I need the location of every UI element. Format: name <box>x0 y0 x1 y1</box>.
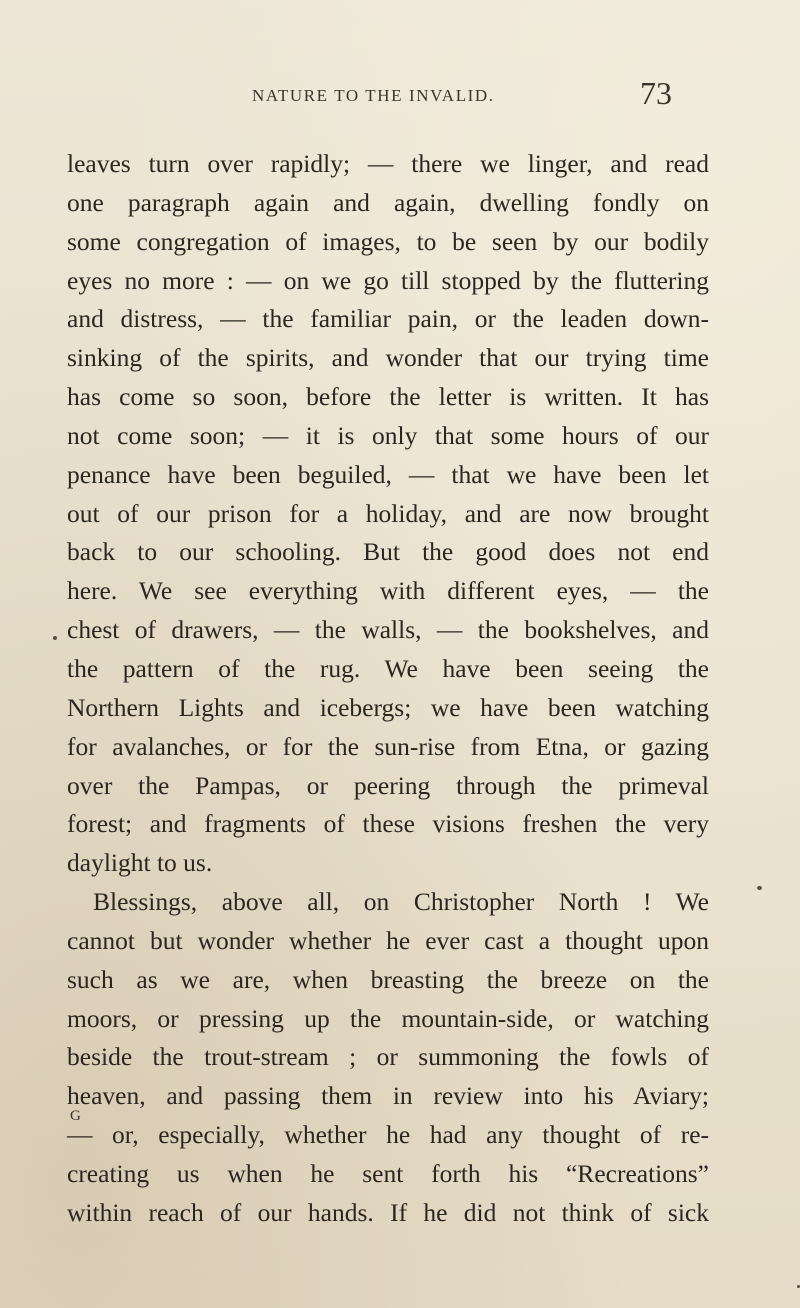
text-line: sinking of the spirits, and wonder that our trying time <box>67 343 709 373</box>
running-head: NATURE TO THE INVALID. <box>252 86 495 105</box>
text-line: back to our schooling. But the good does not end <box>67 537 709 567</box>
text-line: heaven, and passing them in review into his Aviary; <box>67 1081 709 1111</box>
text-line: — or, especially, whether he had any thought of re- <box>67 1120 709 1150</box>
text-line: Northern Lights and icebergs; we have been watching <box>67 692 709 722</box>
text-line: creating us when he sent forth his “Recreations” <box>67 1158 709 1188</box>
page-number: 73 <box>640 75 672 111</box>
text-line: penance have been beguiled, — that we have been let <box>67 459 709 489</box>
paragraph-first-line: Blessings, above all, on Christopher North ! We <box>93 887 709 917</box>
text-line: such as we are, when breasting the breeze on the <box>67 964 709 994</box>
paper-speck <box>53 636 57 640</box>
text-line: leaves turn over rapidly; — there we linger, and read <box>67 149 709 178</box>
body-text <box>67 145 709 1233</box>
text-line: out of our prison for a holiday, and are now brought <box>67 498 709 528</box>
text-line: moors, or pressing up the mountain-side, or watching <box>67 1003 709 1033</box>
text-line: and distress, — the familiar pain, or the leaden down- <box>67 304 709 334</box>
paragraph-end-line: daylight to us. <box>67 848 213 878</box>
text-line: over the Pampas, or peering through the primeval <box>67 770 709 800</box>
text-line: some congregation of images, to be seen by our bodily <box>67 226 709 256</box>
paper-speck <box>757 886 762 890</box>
text-line: cannot but wonder whether he ever cast a thought upon <box>67 925 709 955</box>
text-line: beside the trout-stream ; or summoning the fowls of <box>67 1042 709 1072</box>
text-line: here. We see everything with different eyes, — the <box>67 576 709 606</box>
text-line: within reach of our hands. If he did not think of sick <box>67 1197 709 1227</box>
text-line: the pattern of the rug. We have been seeing the <box>67 653 709 683</box>
text-line: chest of drawers, — the walls, — the bookshelves, and <box>67 615 709 645</box>
text-line: one paragraph again and again, dwelling fondly on <box>67 187 709 217</box>
text-line: not come soon; — it is only that some hours of our <box>67 420 709 450</box>
text-line: forest; and fragments of these visions freshen the very <box>67 809 709 839</box>
text-line: eyes no more : — on we go till stopped by the fluttering <box>67 265 709 295</box>
signature-mark: G <box>70 1108 82 1124</box>
text-line: for avalanches, or for the sun-rise from Etna, or gazing <box>67 731 709 761</box>
text-line: has come so soon, before the letter is written. It has <box>67 382 709 412</box>
